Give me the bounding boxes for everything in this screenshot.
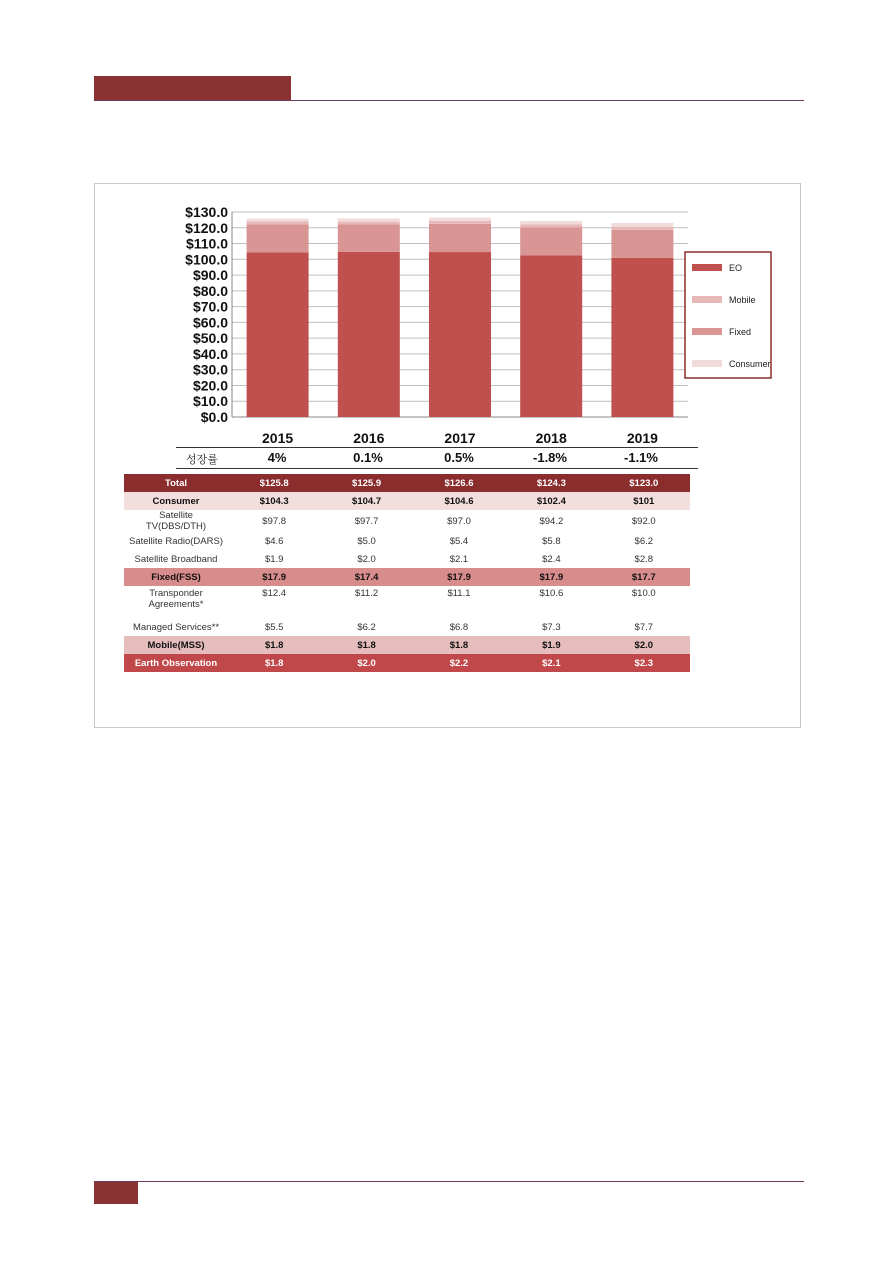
growth-rate-2019: -1.1% xyxy=(624,450,658,465)
row-label: Earth Observation xyxy=(124,654,228,672)
y-tick-label: $40.0 xyxy=(192,345,228,362)
growth-rate-2017: 0.5% xyxy=(444,450,474,465)
table-cell: $7.7 xyxy=(598,618,690,636)
table-cell: $2.3 xyxy=(598,654,690,672)
bar-eo-2015 xyxy=(247,253,309,417)
stacked-bar-chart xyxy=(0,0,893,480)
bar-mobile-2017 xyxy=(429,221,491,224)
x-tick-label: 2019 xyxy=(626,430,658,446)
bar-mobile-2015 xyxy=(247,221,309,224)
table-cell: $94.2 xyxy=(505,510,597,532)
table-cell: $11.2 xyxy=(320,586,412,618)
bar-eo-2016 xyxy=(338,252,400,417)
y-tick-label: $120.0 xyxy=(185,219,228,236)
table-row xyxy=(124,474,690,492)
y-tick-label: $110.0 xyxy=(185,235,228,252)
table-cell: $92.0 xyxy=(598,510,690,532)
footer-rule xyxy=(94,1181,804,1182)
table-cell: $1.8 xyxy=(228,654,320,672)
bar-consumer-2019 xyxy=(611,223,673,227)
bar-fixed-2016 xyxy=(338,224,400,251)
table-row xyxy=(124,636,690,654)
table-cell: $104.3 xyxy=(228,492,320,510)
row-label: Satellite Broadband xyxy=(124,550,228,568)
row-label: Consumer xyxy=(124,492,228,510)
table-cell: $10.6 xyxy=(505,586,597,618)
table-row xyxy=(124,586,690,618)
table-cell: $11.1 xyxy=(413,586,505,618)
table-row xyxy=(124,510,690,532)
y-tick-label: $30.0 xyxy=(192,361,228,378)
legend-label-mobile: Mobile xyxy=(729,295,756,305)
bar-consumer-2015 xyxy=(247,219,309,222)
bar-eo-2019 xyxy=(611,258,673,417)
legend-swatch-fixed xyxy=(692,328,722,335)
bar-mobile-2019 xyxy=(611,227,673,230)
table-cell: $5.8 xyxy=(505,532,597,550)
bar-mobile-2018 xyxy=(520,224,582,227)
legend-label-eo: EO xyxy=(729,263,743,273)
row-label: Satellite TV(DBS/DTH) xyxy=(124,510,228,532)
table-cell: $1.8 xyxy=(228,636,320,654)
table-cell: $17.9 xyxy=(413,568,505,586)
y-tick-label: $60.0 xyxy=(192,314,228,331)
table-cell: $124.3 xyxy=(505,474,597,492)
bar-consumer-2017 xyxy=(429,218,491,221)
data-table xyxy=(124,474,690,672)
table-cell: $17.9 xyxy=(505,568,597,586)
row-label: Satellite Radio(DARS) xyxy=(124,532,228,550)
growth-rate-2015: 4% xyxy=(267,450,287,465)
table-cell: $5.0 xyxy=(320,532,412,550)
growth-bottom-rule xyxy=(176,468,698,469)
table-row xyxy=(124,618,690,636)
table-cell: $104.7 xyxy=(320,492,412,510)
y-tick-label: $100.0 xyxy=(185,251,228,268)
table-cell: $5.4 xyxy=(413,532,505,550)
table-cell: $17.9 xyxy=(228,568,320,586)
legend-swatch-eo xyxy=(692,264,722,271)
table-cell: $1.9 xyxy=(505,636,597,654)
table-cell: $2.0 xyxy=(598,636,690,654)
bar-consumer-2016 xyxy=(338,218,400,221)
y-tick-label: $10.0 xyxy=(192,393,228,410)
table-cell: $6.2 xyxy=(598,532,690,550)
x-tick-label: 2015 xyxy=(262,430,294,446)
table-cell: $12.4 xyxy=(228,586,320,618)
legend-swatch-consumer xyxy=(692,360,722,367)
table-cell: $2.8 xyxy=(598,550,690,568)
table-row xyxy=(124,654,690,672)
bar-fixed-2018 xyxy=(520,227,582,255)
table-row xyxy=(124,492,690,510)
row-label: Mobile(MSS) xyxy=(124,636,228,654)
table-cell: $1.8 xyxy=(413,636,505,654)
legend-swatch-mobile xyxy=(692,296,722,303)
growth-rate-row xyxy=(176,447,698,469)
table-row xyxy=(124,568,690,586)
table-cell: $123.0 xyxy=(598,474,690,492)
bar-fixed-2019 xyxy=(611,230,673,258)
table-cell: $2.1 xyxy=(413,550,505,568)
table-cell: $17.7 xyxy=(598,568,690,586)
x-tick-label: 2016 xyxy=(353,430,385,446)
table-cell: $2.2 xyxy=(413,654,505,672)
y-tick-label: $130.0 xyxy=(185,204,228,220)
y-tick-label: $80.0 xyxy=(192,282,228,299)
table-cell: $2.1 xyxy=(505,654,597,672)
bar-eo-2018 xyxy=(520,256,582,417)
footer-accent-block xyxy=(94,1182,138,1204)
row-label: Transponder Agreements* xyxy=(124,586,228,618)
table-cell: $125.8 xyxy=(228,474,320,492)
table-cell: $126.6 xyxy=(413,474,505,492)
y-tick-label: $90.0 xyxy=(192,267,228,284)
table-cell: $102.4 xyxy=(505,492,597,510)
growth-top-rule xyxy=(176,447,698,448)
table-cell: $97.7 xyxy=(320,510,412,532)
bar-eo-2017 xyxy=(429,252,491,417)
legend-label-consumer: Consumer xyxy=(729,359,771,369)
x-tick-label: 2018 xyxy=(535,430,567,446)
y-tick-label: $50.0 xyxy=(192,330,228,347)
table-cell: $1.8 xyxy=(320,636,412,654)
bar-fixed-2017 xyxy=(429,224,491,252)
bar-mobile-2016 xyxy=(338,222,400,225)
table-cell: $4.6 xyxy=(228,532,320,550)
table-cell: $1.9 xyxy=(228,550,320,568)
y-tick-label: $70.0 xyxy=(192,298,228,315)
table-cell: $2.0 xyxy=(320,550,412,568)
table-cell: $97.8 xyxy=(228,510,320,532)
table-cell: $101 xyxy=(598,492,690,510)
legend-label-fixed: Fixed xyxy=(729,327,752,337)
table-cell: $5.5 xyxy=(228,618,320,636)
table-cell: $97.0 xyxy=(413,510,505,532)
table-cell: $2.4 xyxy=(505,550,597,568)
growth-rate-2016: 0.1% xyxy=(353,450,383,465)
bar-consumer-2018 xyxy=(520,221,582,224)
row-label: Total xyxy=(124,474,228,492)
y-tick-label: $0.0 xyxy=(200,409,228,425)
x-tick-label: 2017 xyxy=(444,430,476,446)
table-cell: $17.4 xyxy=(320,568,412,586)
bar-fixed-2015 xyxy=(247,224,309,252)
table-cell: $7.3 xyxy=(505,618,597,636)
table-cell: $125.9 xyxy=(320,474,412,492)
y-tick-label: $20.0 xyxy=(192,377,228,394)
growth-rate-2018: -1.8% xyxy=(533,450,567,465)
table-cell: $6.2 xyxy=(320,618,412,636)
table-row xyxy=(124,550,690,568)
row-label: Fixed(FSS) xyxy=(124,568,228,586)
table-cell: $10.0 xyxy=(598,586,690,618)
table-row xyxy=(124,532,690,550)
row-label: Managed Services** xyxy=(124,618,228,636)
growth-rate-label: 성장률 xyxy=(186,454,218,466)
table-cell: $6.8 xyxy=(413,618,505,636)
table-cell: $2.0 xyxy=(320,654,412,672)
table-cell: $104.6 xyxy=(413,492,505,510)
